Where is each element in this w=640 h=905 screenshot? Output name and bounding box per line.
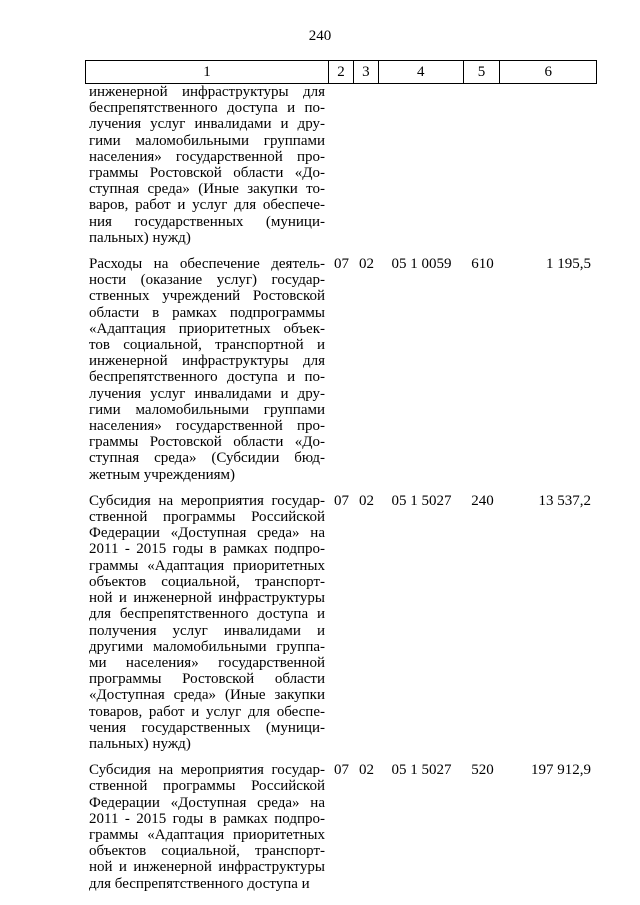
description-line: ступная среда» (Иные закупки то- [89, 181, 325, 198]
row-description [85, 762, 329, 892]
description-line: программы Ростовской области [89, 671, 325, 688]
row-section-code: 07 [334, 256, 349, 273]
column-header-2: 2 [329, 61, 354, 83]
description-line: ной и инженерной инфраструктуры [89, 859, 325, 876]
description-line: населения» государственной про- [89, 148, 325, 165]
row-target-article-code: 05 1 0059 [391, 256, 452, 273]
row-description [85, 493, 329, 752]
description-line: для беспрепятственного доступа и [89, 875, 310, 892]
row-amount: 197 912,9 [531, 762, 591, 779]
description-line: получения услуг инвалидами и [89, 622, 325, 639]
row-description [85, 256, 329, 483]
description-line: жетным учреждениям) [89, 466, 236, 483]
row-subsection-code: 02 [359, 256, 374, 273]
table-row [85, 762, 597, 892]
description-line: ности (оказание услуг) государ- [89, 272, 325, 289]
table-row [85, 493, 597, 752]
description-line: лучения услуг инвалидами и дру- [89, 385, 325, 402]
description-line: 2011 - 2015 годы в рамках подпро- [89, 810, 325, 827]
row-target-article-code: 05 1 5027 [391, 762, 452, 779]
description-line: варов, работ и услуг для обеспече- [89, 197, 325, 214]
description-line: инженерной инфраструктуры для [89, 84, 325, 100]
description-line: для беспрепятственного доступа и [89, 606, 325, 623]
description-line: ми населения» государственной [89, 654, 325, 671]
row-amount: 13 537,2 [538, 492, 591, 509]
description-line: ной и инженерной инфраструктуры [89, 590, 325, 607]
page-number: 240 [308, 28, 332, 44]
description-line: товаров, работ и услуг для обеспе- [89, 703, 325, 720]
row-target-article-code: 05 1 5027 [391, 492, 452, 509]
row-expense-type-code: 610 [471, 256, 494, 273]
description-line: гими маломобильными группами [89, 401, 325, 418]
column-header-5: 5 [464, 61, 501, 83]
description-line: ственной программы Российской [89, 509, 325, 526]
description-line: беспрепятственного доступа и по- [89, 100, 325, 117]
row-expense-type-code: 520 [471, 762, 494, 779]
description-line: населения» государственной про- [89, 418, 325, 435]
description-line: области в рамках подпрограммы [89, 304, 325, 321]
description-line: гими маломобильными группами [89, 132, 325, 149]
table-row [85, 84, 597, 246]
description-line: граммы Ростовской области «До- [89, 434, 325, 451]
row-subsection-code: 02 [359, 492, 374, 509]
table-body [85, 84, 597, 892]
column-header-3: 3 [354, 61, 379, 83]
description-line: «Адаптация приоритетных объек- [89, 320, 325, 337]
description-line: граммы «Адаптация приоритетных [89, 557, 325, 574]
row-section-code: 07 [334, 762, 349, 779]
column-header-1: 1 [86, 61, 329, 83]
description-line: пальных) нужд) [89, 229, 191, 246]
table-row [85, 256, 597, 483]
row-description [85, 84, 329, 246]
description-line: объектов социальной, транспорт- [89, 843, 325, 860]
description-line: пальных) нужд) [89, 735, 191, 752]
description-line: Расходы на обеспечение деятель- [89, 256, 325, 273]
description-line: Федерации «Доступная среда» на [89, 525, 325, 542]
description-line: другими маломобильными группа- [89, 638, 325, 655]
description-line: 2011 - 2015 годы в рамках подпро- [89, 541, 325, 558]
row-expense-type-code: 240 [471, 492, 494, 509]
description-line: чения государственных (муници- [89, 719, 325, 736]
row-amount: 1 195,5 [546, 256, 591, 273]
row-section-code: 07 [334, 492, 349, 509]
description-line: тов социальной, транспортной и [89, 337, 325, 354]
description-line: граммы «Адаптация приоритетных [89, 826, 325, 843]
column-header-4: 4 [379, 61, 464, 83]
description-line: «Доступная среда» (Иные закупки [89, 687, 325, 704]
column-header-6: 6 [544, 64, 552, 80]
description-line: ственных учреждений Ростовской [89, 288, 325, 305]
description-line: Субсидия на мероприятия государ- [89, 762, 325, 779]
description-line: ступная среда» (Субсидии бюд- [89, 450, 325, 467]
description-line: беспрепятственного доступа и по- [89, 369, 325, 386]
row-subsection-code: 02 [359, 762, 374, 779]
description-line: объектов социальной, транспорт- [89, 573, 325, 590]
description-line: лучения услуг инвалидами и дру- [89, 116, 325, 133]
table-header [85, 60, 597, 84]
description-line: Субсидия на мероприятия государ- [89, 492, 325, 509]
description-line: инженерной инфраструктуры для [89, 353, 325, 370]
description-line: Федерации «Доступная среда» на [89, 794, 325, 811]
description-line: ния государственных (муници- [89, 213, 325, 230]
description-line: ственной программы Российской [89, 778, 325, 795]
description-line: граммы Ростовской области «До- [89, 165, 325, 182]
